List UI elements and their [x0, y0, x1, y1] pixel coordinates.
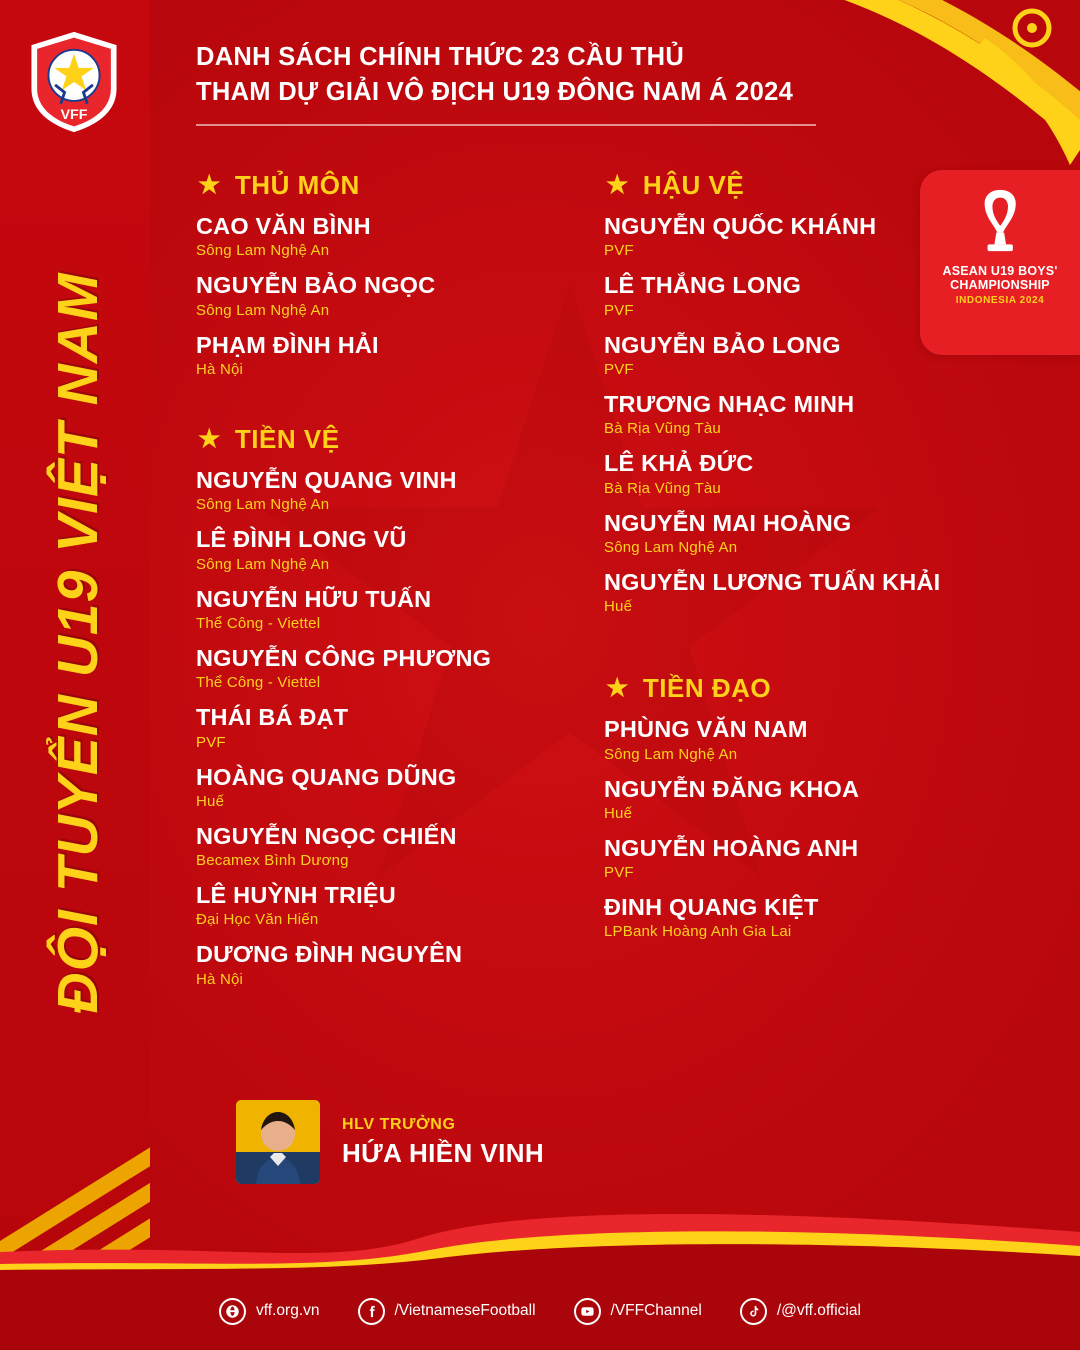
player-row [604, 569, 1004, 615]
player-row [196, 941, 576, 987]
badge-line-2: CHAMPIONSHIP [950, 278, 1050, 292]
player-club: Hà Nội [196, 970, 244, 988]
player-row [604, 894, 1004, 940]
group-label: HẬU VỆ [642, 170, 745, 200]
group-forwards [604, 673, 1004, 940]
player-row [196, 764, 576, 810]
player-club: PVF [604, 360, 634, 378]
header-line-1: DANH SÁCH CHÍNH THỨC 23 CẦU THỦ [196, 43, 685, 71]
footer-facebook-label: /VietnameseFootball [394, 1302, 536, 1319]
player-name: ĐINH QUANG KIỆT [604, 894, 819, 921]
group-title-goalkeepers [196, 170, 576, 201]
player-club: Thể Công - Viettel [196, 674, 321, 692]
player-name: CAO VĂN BÌNH [196, 213, 371, 239]
player-row [604, 776, 1004, 822]
roster-column-right [604, 170, 1004, 970]
player-name: THÁI BÁ ĐẠT [196, 704, 349, 731]
player-name: LÊ HUỲNH TRIỆU [196, 882, 396, 909]
player-row [196, 272, 576, 318]
player-club: Bà Rịa Vũng Tàu [604, 479, 721, 497]
group-title-forwards [604, 673, 1004, 704]
footer-facebook[interactable] [358, 1298, 536, 1325]
player-row [196, 467, 576, 513]
player-row [196, 213, 576, 259]
player-name: NGUYỄN QUỐC KHÁNH [604, 213, 877, 239]
player-name: NGUYỄN ĐĂNG KHOA [604, 775, 860, 802]
footer-tiktok-label: /@vff.official [776, 1302, 861, 1319]
footer-website[interactable] [219, 1298, 319, 1325]
player-name: TRƯƠNG NHẠC MINH [604, 390, 855, 417]
group-goalkeepers [196, 170, 576, 378]
star-icon: ★ [606, 171, 629, 199]
svg-text:VFF: VFF [60, 106, 88, 123]
coach-photo [236, 1100, 320, 1184]
footer-tiktok[interactable] [740, 1298, 861, 1325]
player-name: NGUYỄN BẢO NGỌC [196, 272, 436, 299]
footer-youtube[interactable] [574, 1298, 702, 1325]
player-row [196, 704, 576, 750]
player-name: NGUYỄN CÔNG PHƯƠNG [196, 644, 492, 671]
star-icon: ★ [198, 424, 221, 453]
header-line-2: THAM DỰ GIẢI VÔ ĐỊCH U19 ĐÔNG NAM Á 2024 [196, 78, 794, 107]
player-name: LÊ ĐÌNH LONG VŨ [196, 526, 407, 553]
player-name: PHẠM ĐÌNH HẢI [196, 331, 379, 358]
group-label: TIỀN VỆ [234, 423, 340, 454]
player-name: NGUYỄN BẢO LONG [604, 331, 841, 358]
player-row [604, 510, 1004, 556]
player-row [196, 526, 576, 572]
player-name: NGUYỄN MAI HOÀNG [604, 509, 852, 536]
group-title-midfielders [196, 424, 576, 455]
player-row [604, 272, 1004, 318]
player-row [196, 332, 576, 378]
player-name: NGUYỄN HOÀNG ANH [604, 834, 859, 861]
player-club: Huế [604, 598, 633, 616]
coach-text [342, 1116, 544, 1169]
roster-column-left [196, 170, 576, 1018]
player-club: LPBank Hoàng Anh Gia Lai [604, 923, 792, 941]
youtube-icon [574, 1298, 601, 1325]
star-icon: ★ [606, 674, 629, 703]
player-name: HOÀNG QUANG DŨNG [196, 763, 457, 790]
footer-website-label: vff.org.vn [256, 1302, 320, 1319]
footer-youtube-label: /VFFChannel [610, 1302, 702, 1319]
player-club: PVF [604, 242, 634, 260]
player-name: NGUYỄN LƯƠNG TUẤN KHẢI [604, 568, 941, 595]
player-club: Hà Nội [196, 360, 244, 378]
group-defenders [604, 170, 1004, 615]
player-row [604, 213, 1004, 259]
player-club: PVF [604, 864, 634, 882]
player-club: Thể Công - Viettel [196, 614, 321, 632]
player-club: Sông Lam Nghệ An [604, 745, 738, 763]
player-row [196, 645, 576, 691]
poster-header [196, 40, 856, 126]
player-club: Becamex Bình Dương [196, 852, 349, 870]
player-row [604, 716, 1004, 762]
player-club: Huế [196, 792, 225, 810]
player-row [196, 882, 576, 928]
badge-line-1: ASEAN U19 BOYS' [942, 264, 1058, 278]
player-name: NGUYỄN NGỌC CHIẾN [196, 822, 457, 849]
player-name: DƯƠNG ĐÌNH NGUYÊN [196, 941, 463, 968]
player-club: Sông Lam Nghệ An [196, 496, 330, 514]
group-midfielders [196, 424, 576, 988]
player-club: Bà Rịa Vũng Tàu [604, 420, 721, 438]
globe-icon [219, 1298, 246, 1325]
left-banner [0, 0, 150, 1350]
player-club: Đại Học Văn Hiến [196, 911, 319, 929]
group-label: THỦ MÔN [234, 170, 360, 200]
coach-name: HỨA HIỀN VINH [342, 1137, 545, 1168]
footer-bar [0, 1272, 1080, 1350]
player-club: Sông Lam Nghệ An [196, 555, 330, 573]
player-club: PVF [604, 301, 634, 319]
coach-block [236, 1100, 544, 1184]
player-row [196, 823, 576, 869]
tiktok-icon [740, 1298, 767, 1325]
player-row [196, 586, 576, 632]
bottom-wave [0, 1202, 1080, 1272]
player-name: NGUYỄN HỮU TUẤN [196, 585, 432, 612]
player-club: PVF [196, 733, 226, 751]
player-club: Sông Lam Nghệ An [196, 242, 330, 260]
player-row [604, 450, 1004, 496]
header-divider [196, 124, 816, 126]
player-row [604, 835, 1004, 881]
player-club: Huế [604, 804, 633, 822]
group-title-defenders [604, 170, 1004, 201]
poster-vertical-title: ĐỘI TUYỂN U19 VIỆT NAM [46, 272, 110, 1014]
group-label: TIỀN ĐẠO [642, 673, 772, 704]
player-name: LÊ THẮNG LONG [604, 272, 802, 299]
player-name: PHÙNG VĂN NAM [604, 716, 808, 743]
star-icon: ★ [198, 171, 221, 199]
badge-line-3: INDONESIA 2024 [955, 295, 1045, 306]
player-name: LÊ KHẢ ĐỨC [604, 450, 754, 477]
vff-logo [26, 30, 122, 134]
player-row [604, 391, 1004, 437]
coach-role: HLV TRƯỞNG [342, 1115, 456, 1133]
player-name: NGUYỄN QUANG VINH [196, 466, 457, 493]
player-club: Sông Lam Nghệ An [196, 301, 330, 319]
player-club: Sông Lam Nghệ An [604, 538, 738, 556]
player-row [604, 332, 1004, 378]
facebook-icon [358, 1298, 385, 1325]
